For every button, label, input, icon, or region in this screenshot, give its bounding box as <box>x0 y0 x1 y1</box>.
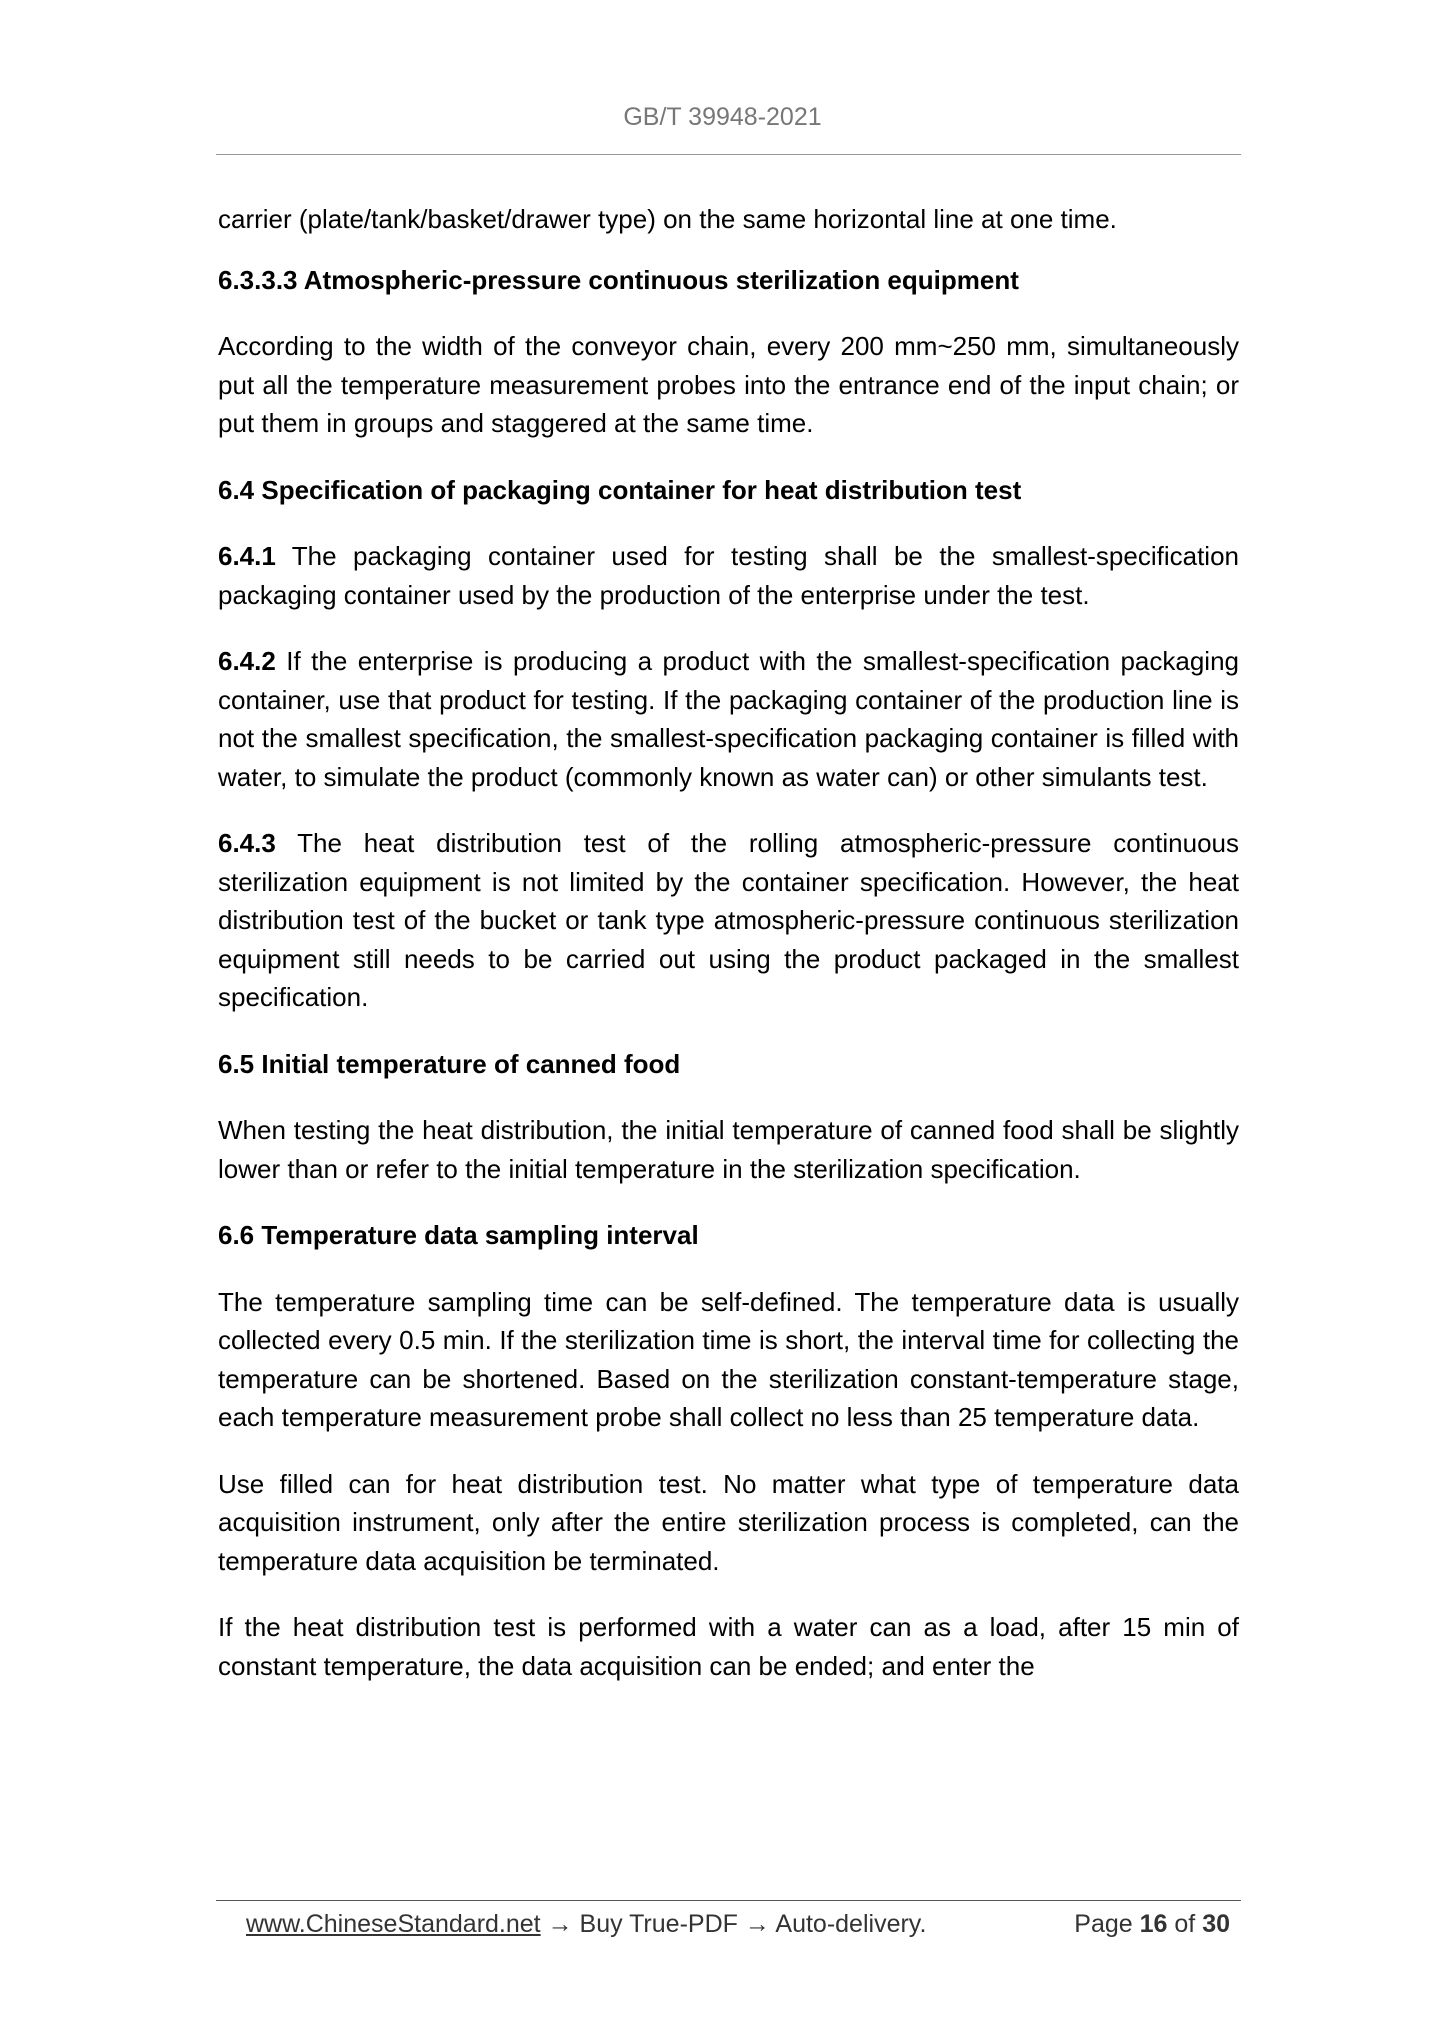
page-label: Page <box>1074 1910 1140 1938</box>
heading-6-6: 6.6 Temperature data sampling interval <box>218 1220 699 1250</box>
footer-left <box>246 1910 926 1939</box>
page-indicator <box>1074 1910 1230 1939</box>
clause-text-6-4-3: The heat distribution test of the rolling atmospheric-pressure continuous sterilization equipment is not limited by the container specification. However, the heat distribution test of the bucket or tank type atmospheric-pressure continuous sterilization equipment still needs to be carried out using the product packaged in the smallest specification. <box>218 828 1239 1012</box>
paragraph-6-6-c: If the heat distribution test is performed with a water can as a load, after 15 min of constant temperature, the data acquisition can be ended; and enter the <box>218 1612 1239 1681</box>
page-number: 16 <box>1139 1910 1168 1938</box>
clause-number-6-4-3: 6.4.3 <box>218 828 276 858</box>
page-header-title: GB/T 39948-2021 <box>623 103 822 131</box>
paragraph-6-6-a: The temperature sampling time can be self-defined. The temperature data is usually collected every 0.5 min. If the sterilization time is short, the interval time for collecting the temperature can be shortened. Based on the sterilization constant-temperature stage, each temperature measurement probe shall collect no less than 25 temperature data. <box>218 1286 1239 1432</box>
website-link[interactable]: www.ChineseStandard.net <box>246 1910 541 1938</box>
page-total: 30 <box>1202 1910 1230 1938</box>
footer-divider <box>216 1900 1241 1901</box>
paragraph-6-4-1 <box>218 537 1239 614</box>
heading-6-3-3-3: 6.3.3.3 Atmospheric-pressure continuous sterilization equipment <box>218 264 1019 295</box>
heading-6-5: 6.5 Initial temperature of canned food <box>218 1048 681 1079</box>
paragraph-6-5: When testing the heat distribution, the initial temperature of canned food shall be slightly lower than or refer to the initial temperature in the sterilization specification. <box>218 1115 1239 1184</box>
clause-text-6-4-1: The packaging container used for testing shall be the smallest-specification packaging container used by the production of the enterprise under the test. <box>218 541 1239 610</box>
clause-number-6-4-1: 6.4.1 <box>218 541 276 571</box>
paragraph-intro: carrier (plate/tank/basket/drawer type) on the same horizontal line at one time. <box>218 204 1117 234</box>
page-of-label: of <box>1167 1910 1203 1938</box>
footer-tagline: → Buy True-PDF → Auto-delivery. <box>540 1910 927 1938</box>
paragraph-6-4-2 <box>218 642 1239 796</box>
paragraph-6-6-b: Use filled can for heat distribution test. No matter what type of temperature data acquisition instrument, only after the entire sterilization process is completed, can the temperature data acquisition be terminated. <box>218 1468 1239 1576</box>
clause-text-6-4-2: If the enterprise is producing a product with the smallest-specification packaging container, use that product for testing. If the packaging container of the production line is not the smallest specification, the smallest-specification packaging container is filled with water, to simulate the product (commonly known as water can) or other simulants test. <box>218 646 1239 792</box>
page-footer <box>246 1910 1236 1944</box>
header-divider <box>216 154 1241 155</box>
paragraph-6-4-3 <box>218 824 1239 1017</box>
clause-number-6-4-2: 6.4.2 <box>218 646 276 676</box>
heading-6-4: 6.4 Specification of packaging container for heat distribution test <box>218 474 1022 505</box>
paragraph-6-3-3-3: According to the width of the conveyor chain, every 200 mm~250 mm, simultaneously put all the temperature measurement probes into the entrance end of the input chain; or put them in groups and staggered at the same time. <box>218 331 1239 438</box>
document-body <box>218 200 1239 1713</box>
